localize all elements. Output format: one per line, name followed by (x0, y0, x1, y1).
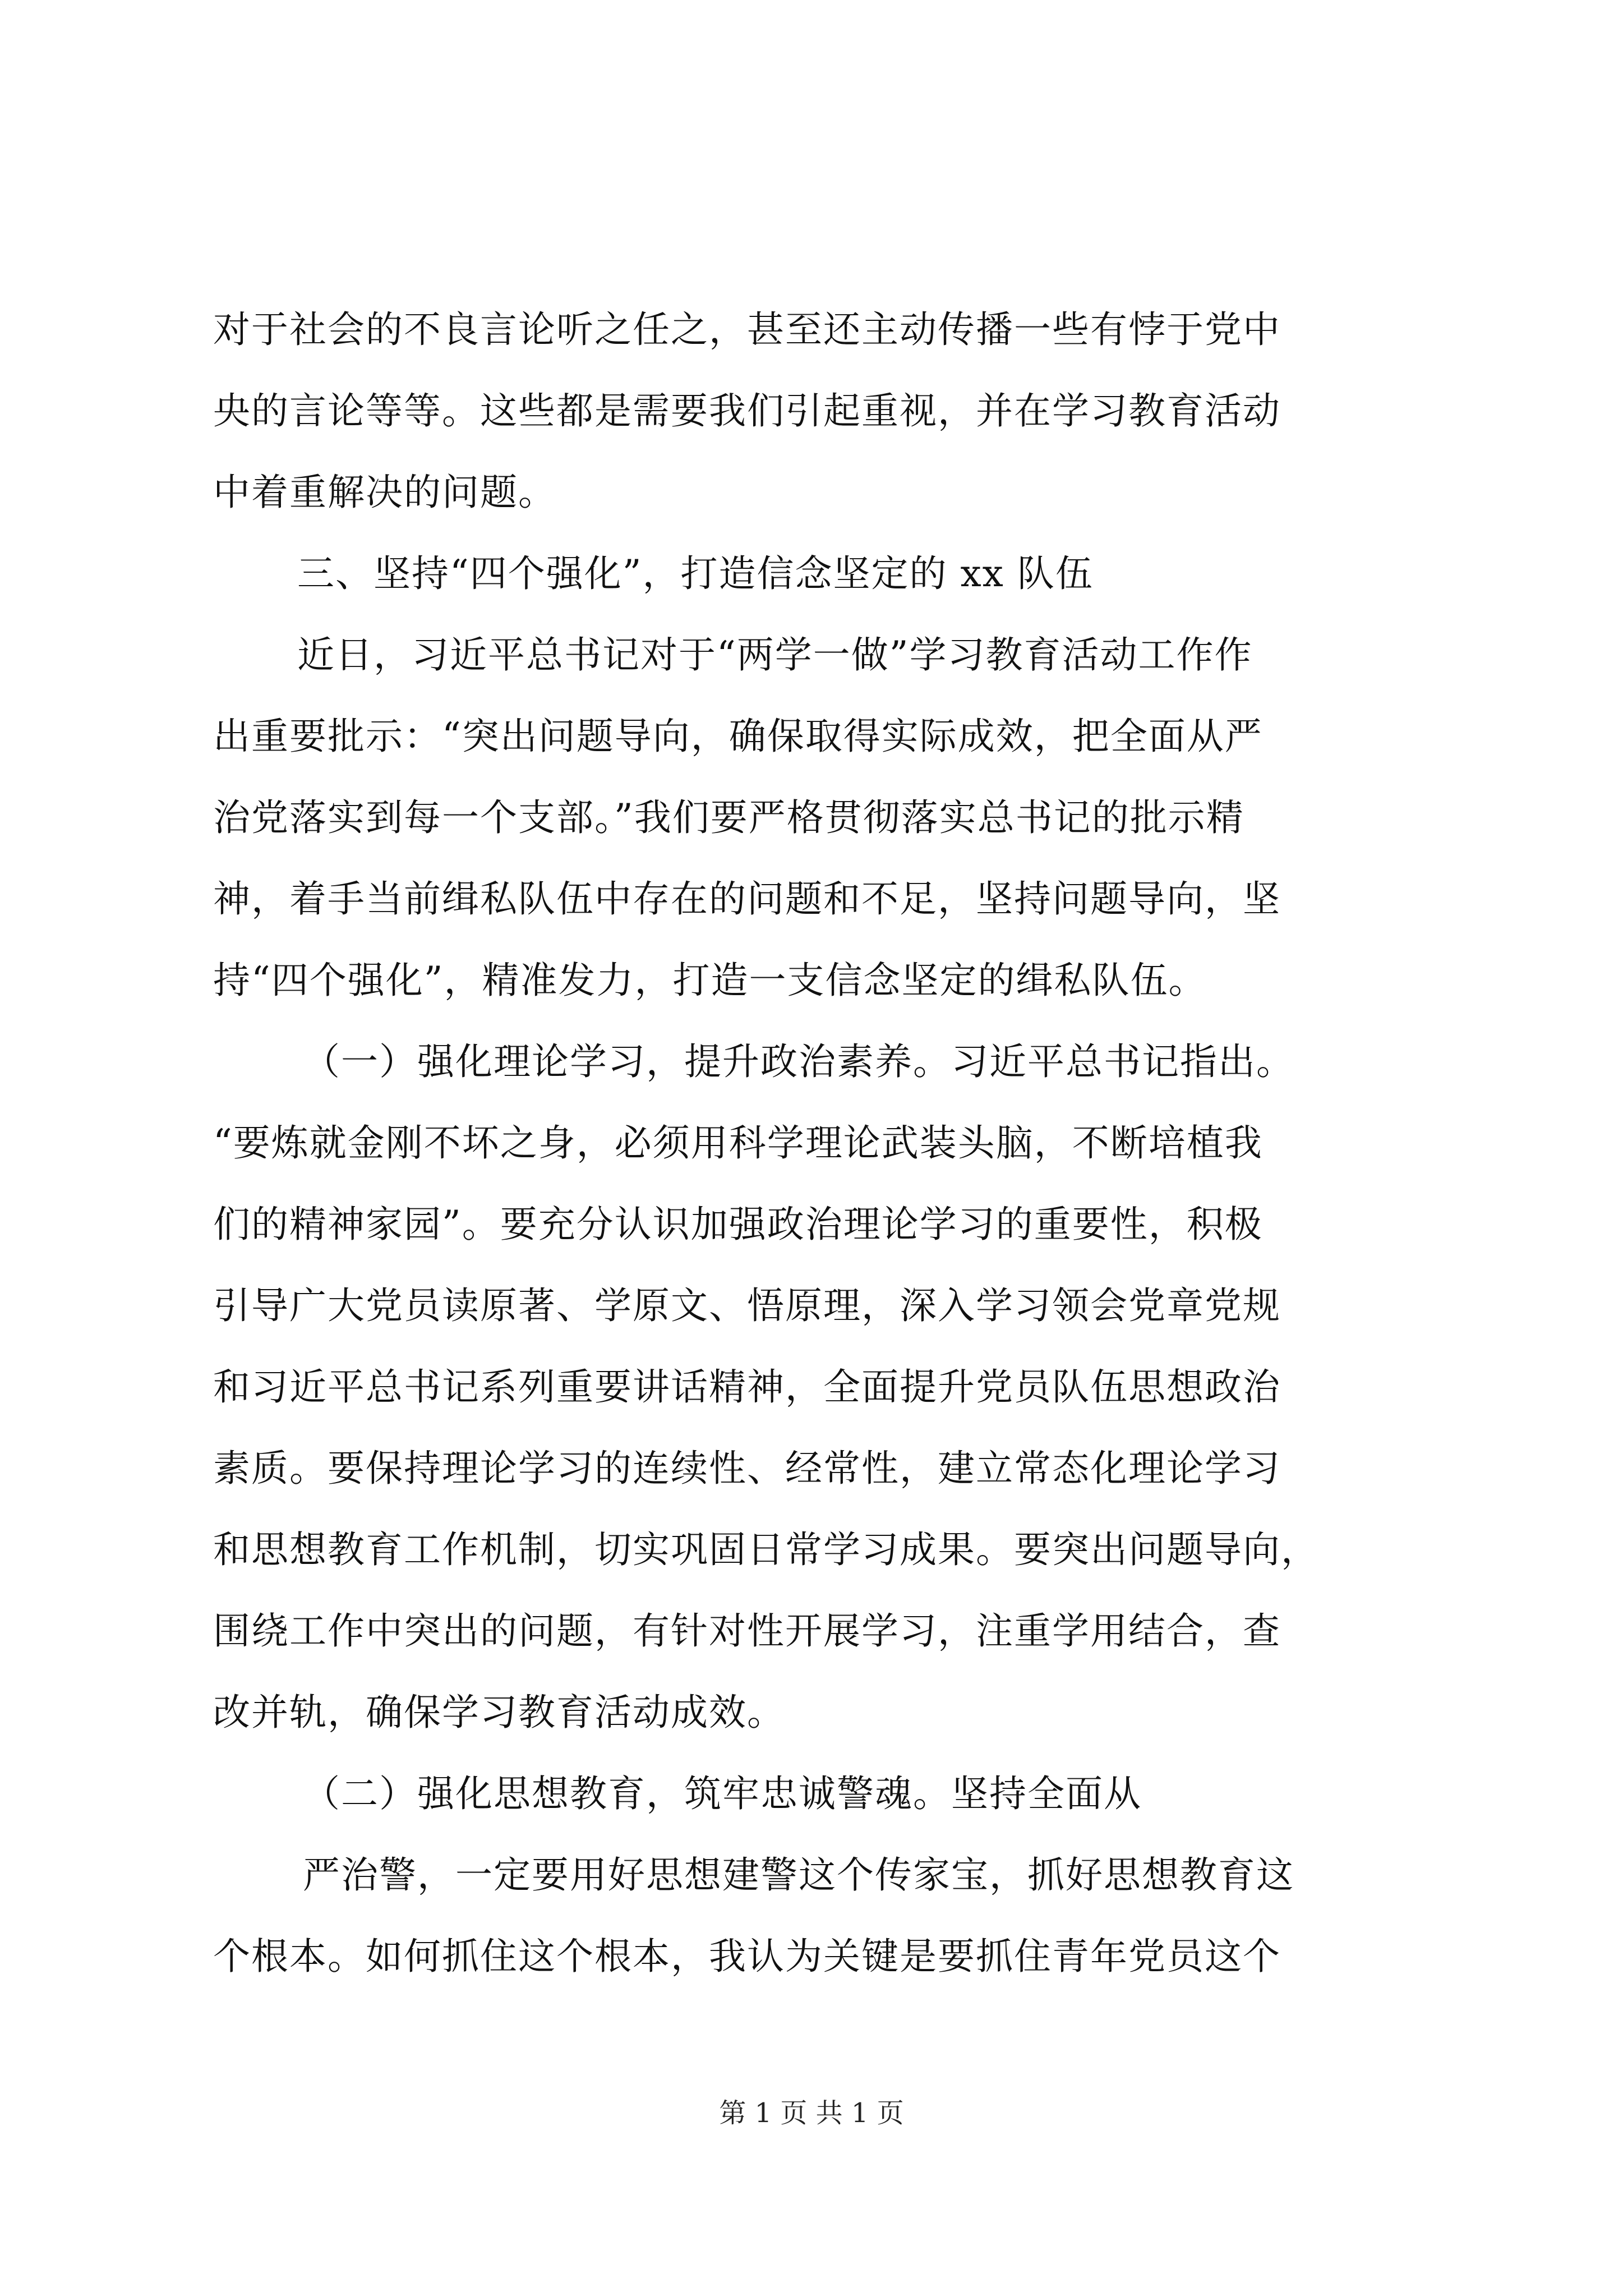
text-line: 中着重解决的问题。 (213, 471, 556, 514)
section-heading: 三、坚持“四个强化”，打造信念坚定的 xx 队伍 (297, 552, 1094, 595)
text-line: 改并轨，确保学习教育活动成效。 (213, 1691, 785, 1734)
text-line: 治党落实到每一个支部。”我们要严格贯彻落实总书记的批示精 (213, 796, 1244, 839)
text-line: 和思想教育工作机制，切实巩固日常学习成果。要突出问题导向， (213, 1528, 1319, 1571)
text-line: 个根本。如何抓住这个根本，我认为关键是要抓住青年党员这个 (213, 1935, 1281, 1978)
page-footer: 第 1 页 共 1 页 (719, 2097, 904, 2129)
text-line: 神，着手当前缉私队伍中存在的问题和不足，坚持问题导向，坚 (213, 877, 1281, 921)
text-line: 和习近平总书记系列重要讲话精神，全面提升党员队伍思想政治 (213, 1365, 1281, 1409)
text-line: 们的精神家园”。要充分认识加强政治理论学习的重要性，积极 (213, 1203, 1263, 1246)
subsection-heading: （二）强化思想教育，筑牢忠诚警魂。坚持全面从 (303, 1772, 1142, 1815)
text-line: 持“四个强化”，精准发力，打造一支信念坚定的缉私队伍。 (213, 959, 1207, 1002)
text-line: 央的言论等等。这些都是需要我们引起重视，并在学习教育活动 (213, 389, 1281, 432)
text-line: 引导广大党员读原著、学原文、悟原理，深入学习领会党章党规 (213, 1284, 1281, 1327)
subsection-heading: （一）强化理论学习，提升政治素养。习近平总书记指出。 (303, 1040, 1294, 1083)
text-line: 出重要批示：“突出问题导向，确保取得实际成效，把全面从严 (213, 715, 1263, 758)
text-line: 对于社会的不良言论听之任之，甚至还主动传播一些有悖于党中 (213, 308, 1281, 351)
text-line: “要炼就金刚不坏之身，必须用科学理论武装头脑，不断培植我 (213, 1121, 1263, 1165)
text-line: 严治警，一定要用好思想建警这个传家宝，抓好思想教育这 (303, 1853, 1294, 1897)
text-line: 围绕工作中突出的问题，有针对性开展学习，注重学用结合，查 (213, 1609, 1281, 1653)
text-line: 近日，习近平总书记对于“两学一做”学习教育活动工作作 (297, 633, 1253, 677)
text-line: 素质。要保持理论学习的连续性、经常性，建立常态化理论学习 (213, 1447, 1281, 1490)
